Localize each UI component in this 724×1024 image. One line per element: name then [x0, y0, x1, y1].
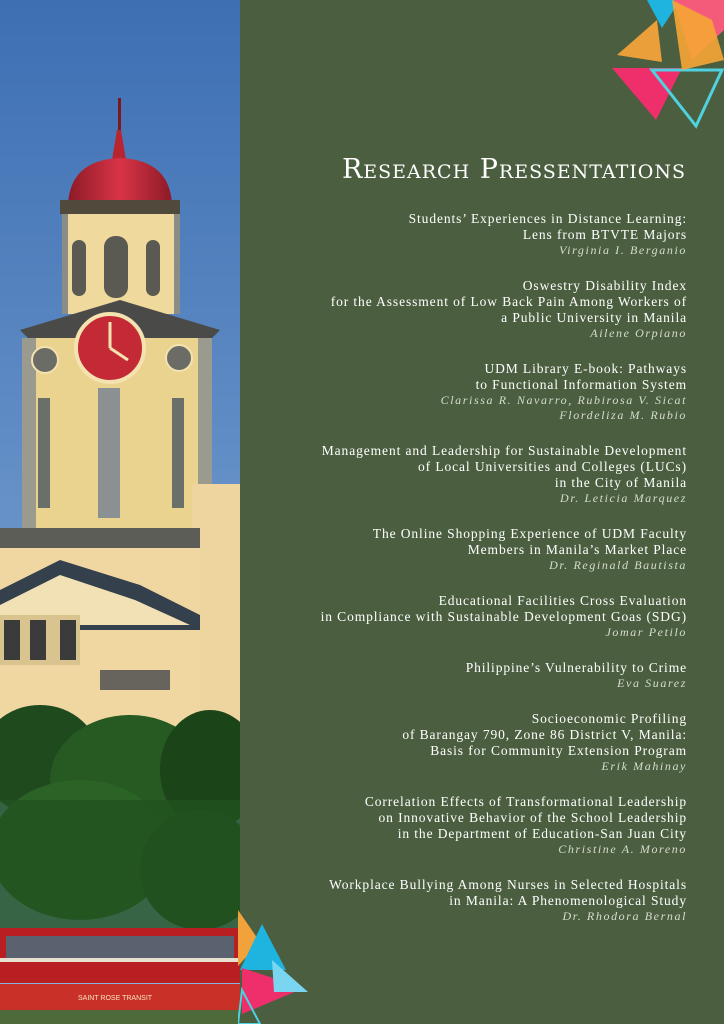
research-entry [227, 877, 687, 924]
entry-author: Dr. Reginald Bautista [549, 558, 687, 572]
research-entry [227, 526, 687, 573]
bus-sign-text: SAINT ROSE TRANSIT [78, 995, 153, 1002]
entry-title: Management and Leadership for Sustainable Development of Local Universities and Colleges (LUCs) in the City of Manila [321, 443, 687, 490]
research-entry [227, 593, 687, 640]
entry-title: UDM Library E-book: Pathways to Functional Information System [475, 361, 687, 392]
entry-title: Socioeconomic Profiling of Barangay 790, Zone 86 District V, Manila: Basis for Community Extension Program [402, 711, 687, 758]
entry-author: Dr. Rhodora Bernal [562, 909, 687, 923]
page-title: Research Pressentations [341, 154, 686, 185]
entry-author: Clarissa R. Navarro, Rubirosa V. Sicat Flordeliza M. Rubio [440, 393, 687, 422]
entry-title: The Online Shopping Experience of UDM Faculty Members in Manila’s Market Place [372, 526, 687, 557]
entry-author: Dr. Leticia Marquez [560, 491, 687, 505]
research-entry [227, 443, 687, 506]
entry-author: Jomar Petilo [605, 625, 687, 639]
entry-author: Christine A. Moreno [558, 842, 687, 856]
entry-title: Correlation Effects of Transformational Leadership on Innovative Behavior of the School Leadership in the Department of Education-San Juan City [364, 794, 687, 841]
research-entry [227, 278, 687, 341]
entry-author: Eva Suarez [617, 676, 687, 690]
research-entry [227, 794, 687, 857]
research-entry [227, 660, 687, 691]
research-entry [227, 361, 687, 423]
entry-title: Educational Facilities Cross Evaluation in Compliance with Sustainable Development Goas (SDG) [320, 593, 687, 624]
entry-title: Students’ Experiences in Distance Learning: Lens from BTVTE Majors [408, 211, 687, 242]
research-list [227, 211, 687, 944]
research-entry [227, 211, 687, 258]
entry-author: Virginia I. Berganio [559, 243, 687, 257]
entry-author: Ailene Orpiano [590, 326, 687, 340]
entry-title: Philippine’s Vulnerability to Crime [465, 660, 687, 675]
entry-title: Oswestry Disability Index for the Assessment of Low Back Pain Among Workers of a Public University in Manila [330, 278, 687, 325]
entry-title: Workplace Bullying Among Nurses in Selected Hospitals in Manila: A Phenomenological Study [329, 877, 687, 908]
decorative-triangles-top [612, 0, 724, 130]
entry-author: Erik Mahinay [601, 759, 687, 773]
clock-tower-photo [0, 0, 240, 1024]
research-entry [227, 711, 687, 774]
